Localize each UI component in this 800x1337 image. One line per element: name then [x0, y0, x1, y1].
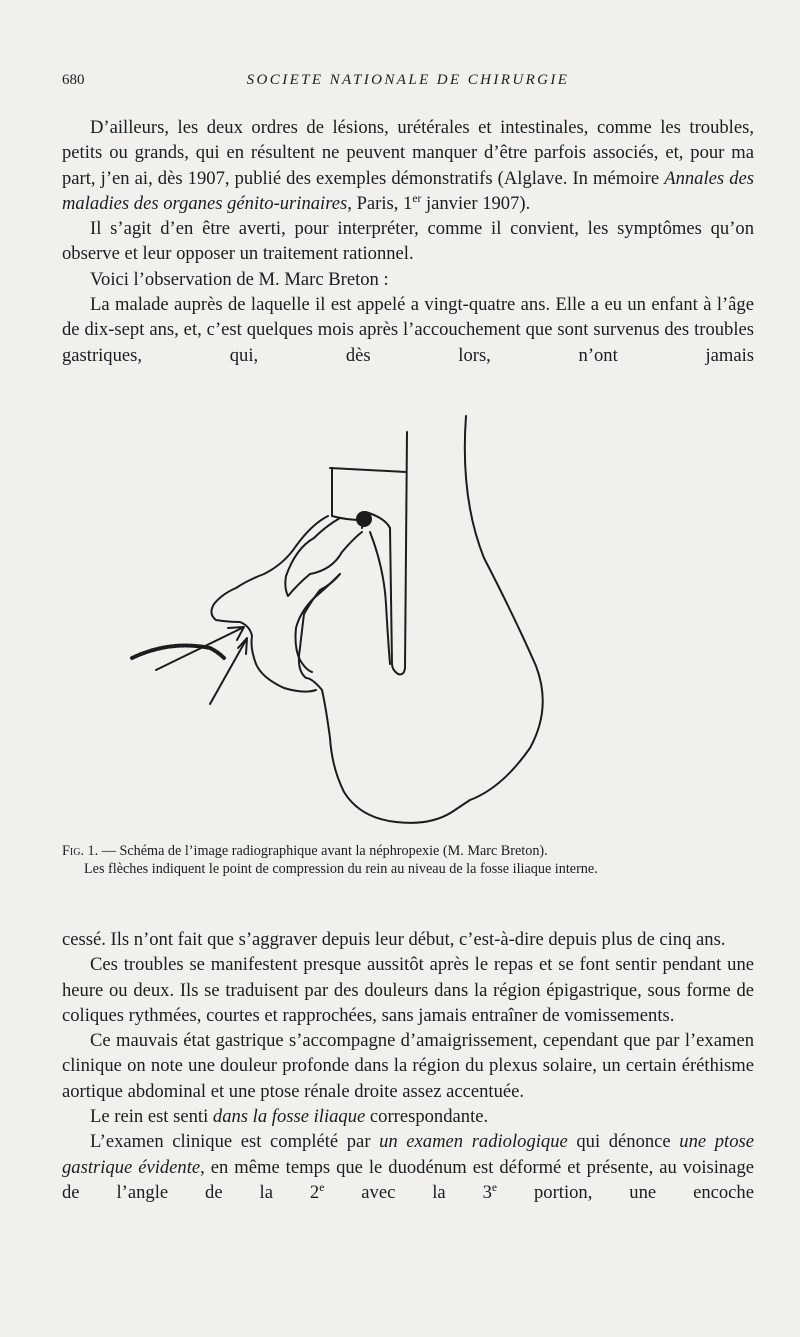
text-run: correspondante. [365, 1106, 489, 1128]
superscript: er [412, 192, 422, 205]
caption-line [62, 842, 754, 860]
radiograph-schematic-figure [100, 408, 580, 832]
text-run: D’ailleurs, les deux ordres de lésions, urétérales et intestinales, comme les troubles, petits ou grands, qui en résultent ne peuvent manquer d’être parfois associés, et, pour ma part, j’en ai, dès 1907, publié des exemples démonstratifs (Alglave. In mémoire [62, 117, 754, 189]
italic-run: un examen radiologique [379, 1131, 568, 1153]
figure-caption [62, 842, 754, 878]
body-text-bottom [62, 927, 754, 1205]
running-header [62, 72, 754, 96]
kidney-shadow-hatch [132, 646, 224, 658]
paragraph: Ce mauvais état gastrique s’accompagne d’amaigrissement, cependant que par l’examen clinique on note une douleur profonde dans la région du plexus solaire, un certain éréthisme aortique abdominal et une ptose rénale droite assez accentuée. [62, 1030, 754, 1102]
arrow-lower [210, 638, 247, 704]
paragraph [62, 115, 754, 216]
journal-title: SOCIETE NATIONALE DE CHIRURGIE [246, 72, 570, 88]
text-run: avec la 3 [324, 1181, 492, 1203]
text-run: qui dénonce [567, 1131, 680, 1153]
page-number: 680 [62, 72, 85, 88]
paragraph [62, 1104, 754, 1129]
body-text-top [62, 115, 754, 368]
italic-run: une ptose gastrique évidente [62, 1131, 754, 1178]
text-run: , en même temps que le duodénum est déformé et présente, au voisinage de l’angle de la 2 [62, 1156, 754, 1203]
text-run: janvier 1907). [421, 192, 531, 214]
pylorus-marker [356, 511, 372, 527]
paragraph: Voici l’observation de M. Marc Breton : [90, 268, 389, 290]
paragraph: cessé. Ils n’ont fait que s’aggraver depuis leur début, c’est-à-dire depuis plus de cinq ans. [62, 929, 726, 950]
paragraph [62, 1129, 754, 1205]
text-run: , Paris, 1 [347, 192, 413, 214]
text-run: L’examen clinique est complété par [90, 1131, 380, 1153]
italic-run: dans la fosse iliaque [212, 1106, 366, 1128]
caption-continuation: Les flèches indiquent le point de compression du rein au niveau de la fosse iliaque interne. [84, 861, 598, 877]
paragraph: Il s’agit d’en être averti, pour interpréter, comme il convient, les symptômes qu’on observe et leur opposer un traitement rationnel. [62, 218, 754, 265]
caption-label: Fig. 1. [62, 843, 99, 859]
stomach-outline-right [299, 416, 543, 823]
text-run: Le rein est senti [90, 1106, 213, 1128]
superscript: e [491, 1181, 498, 1194]
paragraph: Ces troubles se manifestent presque aussitôt après le repas et se font sentir pendant une heure ou deux. Ils se traduisent par des douleurs dans la région épigastrique, sous forme de coliques rythmées, courtes et rapprochées, sans jamais entraîner de vomissements. [62, 954, 754, 1026]
duodenum-inner [285, 518, 390, 672]
italic-run: Annales des maladies des organes génito-urinaires [62, 167, 754, 214]
spine-line [362, 432, 407, 674]
text-run: portion, une encoche [497, 1181, 754, 1203]
superscript: e [319, 1181, 325, 1194]
paragraph: La malade auprès de laquelle il est appelé a vingt-quatre ans. Elle a eu un enfant à l’âge de dix-sept ans, et, c’est quelques mois après l’accouchement que sont survenus des troubles gastriques, qui, dès lors, n’ont jamais [62, 294, 754, 366]
caption-dash: — [98, 843, 120, 859]
caption-text: Schéma de l’image radiographique avant la néphropexie (M. Marc Breton). [119, 843, 548, 859]
